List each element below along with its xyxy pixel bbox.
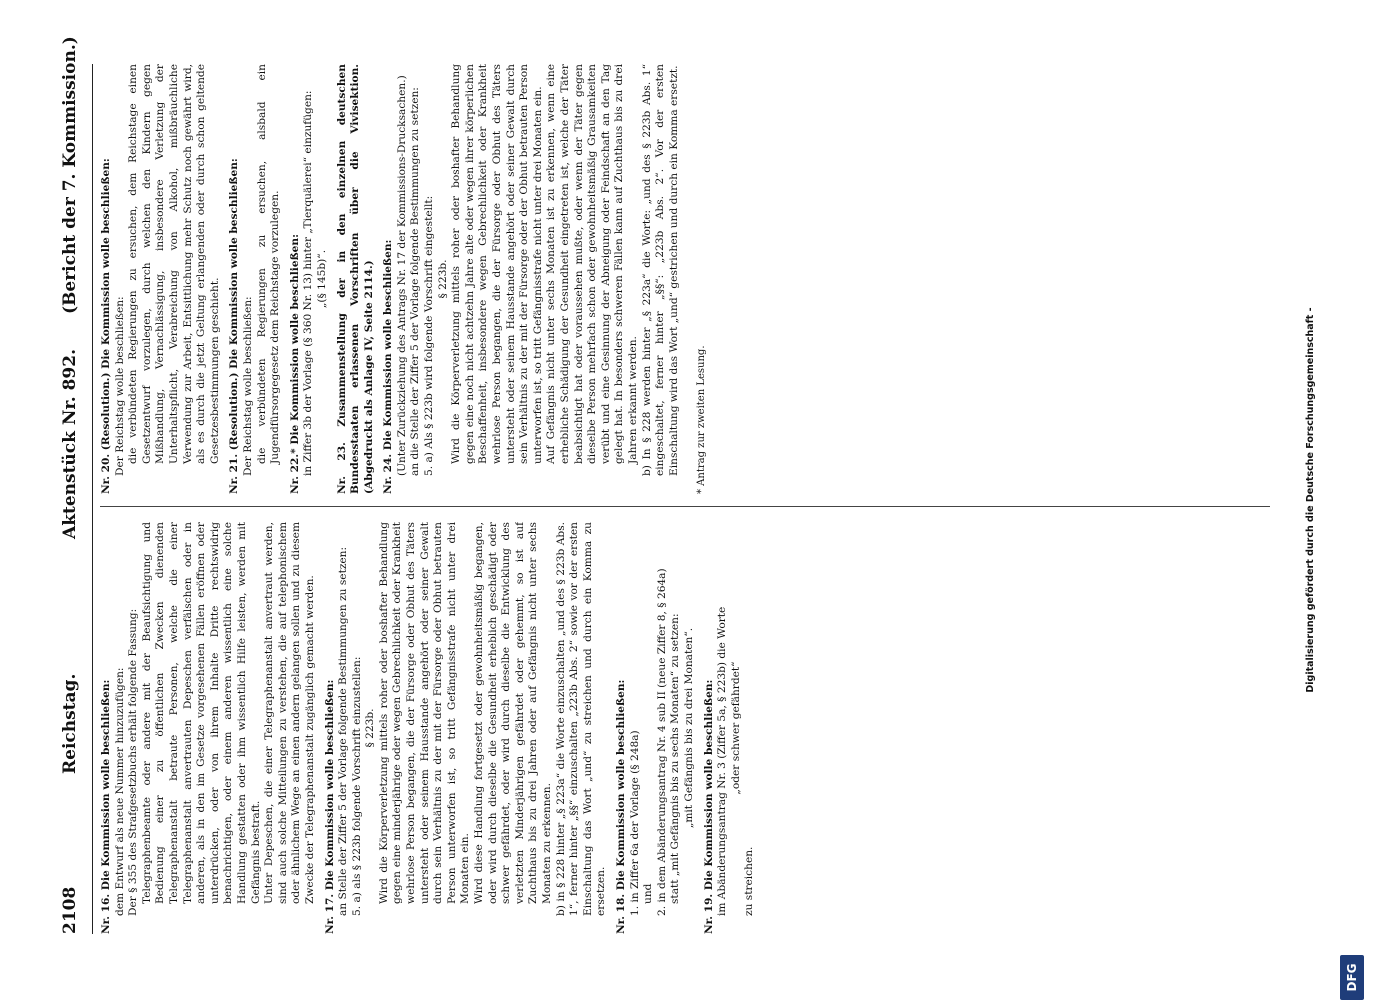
paragraph: an die Stelle der Ziffer 5 der Vorlage folgende Bestimmungen zu setzen: [409, 87, 422, 476]
motion-heading: Nr. 19. Die Kommission wolle beschließen: [702, 679, 715, 934]
header-middle-title: Aktenstück Nr. 892. [60, 348, 80, 539]
paragraph: Der Reichstag wolle beschließen: [241, 296, 254, 476]
page-header [52, 36, 93, 934]
paragraph: Wird diese Handlung fortgesetzt oder gewohnheitsmäßig begangen, oder wird durch dieselbe die Gesundheit erheblich geschädigt oder schwer gefährdet, oder wird durch dieselbe die Entwicklung des verletzten Minderjährigen gefährdet oder gehemmt, so ist auf Zuchthaus bis zu drei Jahren oder auf Gefängnis nicht unter sechs Monaten zu erkennen. [473, 522, 553, 904]
motion-heading: Nr. 21. (Resolution.) Die Kommission wolle beschließen: [228, 158, 241, 494]
paragraph: an Stelle der Ziffer 5 der Vorlage folgende Bestimmungen zu setzen: [337, 546, 350, 916]
paragraph: Auf Gefängnis nicht unter sechs Monaten ist zu erkennen, wenn eine erhebliche Schädigung der Gesundheit eingetreten ist, welche der Täter beabsichtigt hat oder voraussehen mußte, oder wenn der Täter gegen dieselbe Person mehrfach schon oder gewohnheitsmäßig Grausamkeiten verübt und eine Gesinnung der Abneigung oder Feindschaft an den Tag gelegt hat. In besonders schweren Fällen kann auf Zuchthaus bis zu drei Jahren erkannt werden. [545, 64, 639, 464]
paragraph: 2. in dem Abänderungsantrag Nr. 4 sub II (neue Ziffer 8, § 264a) [655, 568, 668, 916]
paragraph: 5. a) als § 223b folgende Vorschrift einzustellen: [350, 656, 363, 916]
paragraph: Unter Depeschen, die einer Telegraphenanstalt anvertraut werden, sind auch solche Mitteilungen zu verstehen, die auf telephonischem oder ähnlichem Wege an einen andern gelangen sollen und zu diesem Zwecke der Telegraphenanstalt zugänglich gemacht werden. [263, 522, 316, 904]
header-left-title: Reichstag. [60, 673, 80, 774]
paragraph: b) In § 228 werden hinter „§ 223a“ die Worte: „und des § 223b Abs. 1“ eingeschaltet, ferner hinter „§§“: „223b Abs. 2“. Vor der ersten Einschaltung wird das Wort „und“ gestrichen und durch ein Komma ersetzt. [640, 64, 680, 476]
paragraph: in Ziffer 3b der Vorlage (§ 360 Nr. 13) hinter „Tierquälerei“ einzufügen: [302, 90, 315, 476]
paragraph: b) in § 228 hinter „§ 223a“ die Worte einzuschalten „und des § 223b Abs. 1“, ferner hinter „§§“ einzuschalten „223b Abs. 2“ sowie vor der ersten Einschaltung das Wort „und“ zu streichen und durch ein Komma zu ersetzen. [554, 522, 608, 916]
paragraph: zu streichen. [743, 846, 756, 916]
paragraph: statt „mit Gefängnis bis zu sechs Monaten“ zu setzen: [669, 613, 682, 904]
motion-heading: Nr. 16. Die Kommission wolle beschließen: [100, 679, 112, 934]
paragraph: im Abänderungsantrag Nr. 3 (Ziffer 5a, § 223b) die Worte [716, 606, 729, 916]
paragraph: „mit Gefängnis bis zu drei Monaten“. [682, 627, 695, 829]
motion-heading: Nr. 20. (Resolution.) Die Kommission wolle beschließen: [100, 158, 112, 494]
paragraph: (Unter Zurückziehung des Antrags Nr. 17 der Kommissions-Drucksachen.) [395, 75, 408, 476]
motion-heading: Nr. 18. Die Kommission wolle beschließen: [614, 679, 627, 934]
column-divider [100, 506, 1270, 507]
paragraph: 5. a) Als § 223b wird folgende Vorschrift eingestellt: [423, 195, 436, 476]
paragraph: dem Entwurf als neue Nummer hinzuzufügen: [113, 667, 126, 916]
dfg-logo: DFG [1340, 955, 1364, 1000]
left-column [100, 522, 1275, 934]
paragraph: Der Reichstag wolle beschließen: [113, 296, 126, 476]
paragraph: „(§ 145b)“. [315, 249, 328, 309]
paragraph: und [642, 883, 655, 904]
paragraph: die verbündeten Regierungen zu ersuchen, dem Reichstage einen Gesetzentwurf vorzulegen, durch welchen den Kindern gegen Mißhandlung, Vernachlässigung, insbesondere Verletzung der Unterhaltspflicht, Verabreichung von Alkohol, mißbräuchliche Verwendung zur Arbeit, Entsittlichung mehr Schutz noch gewährt wird, als es durch die jetzt Geltung erlangenden oder durch schon geltende Gesetzesbestimmungen geschieht. [127, 64, 221, 464]
digitization-note: Digitalisierung gefördert durch die Deutsche Forschungsgemeinschaft - [1305, 307, 1316, 693]
paragraph: „oder schwer gefährdet“ [729, 661, 742, 795]
page-number: 2108 [60, 886, 80, 934]
section-title: § 223b. [364, 708, 377, 748]
section-title: § 223b. [436, 259, 449, 299]
paragraph: 1. in Ziffer 6a der Vorlage (§ 248a) [628, 730, 641, 916]
paragraph: Telegraphenbeamte oder andere mit der Beaufsichtigung und Bedienung einer zu öffentlichen Zwecken dienenden Telegraphenanstalt betraute Personen, welche die einer Telegraphenanstalt anvertrauten Depeschen verfälschen oder in anderen, als in den im Gesetze vorgesehenen Fällen eröffnen oder unterdrücken, oder von ihrem Inhalte Dritte rechtswidrig benachrichtigen, oder einem anderen wissentlich eine solche Handlung gestatten oder ihm wissentlich Hilfe leisten, werden mit Gefängnis bestraft. [140, 522, 262, 904]
paragraph: Wird die Körperverletzung mittels roher oder boshafter Behandlung gegen eine minderjährige oder wegen Gebrechlichkeit oder Krankheit wehrlose Person begangen, die der Fürsorge oder Obhut des Täters untersteht oder seinem Hausstande angehört oder seiner Gewalt durch sein Verhältnis zu der mit der Fürsorge oder Obhut betrauten Person unterworfen ist, so tritt Gefängnisstrafe nicht unter drei Monaten ein. [377, 522, 472, 904]
paragraph: die verbündeten Regierungen zu ersuchen, alsbald ein Jugendfürsorgegesetz dem Reichstage vorzulegen. [255, 64, 282, 464]
right-column [100, 64, 1275, 494]
footnote: * Antrag zur zweiten Lesung. [696, 345, 708, 494]
motion-heading: Nr. 22.* Die Kommission wolle beschließen: [288, 234, 301, 494]
motion-heading: Nr. 24. Die Kommission wolle beschließen: [382, 239, 395, 494]
motion-heading: Nr. 17. Die Kommission wolle beschließen: [323, 679, 336, 934]
motion-heading: Nr. 23. Zusammenstellung der in den einzelnen deutschen Bundesstaaten erlassenen Vorschriften über die Vivisektion. (Abgedruckt als Anlage IV, Seite 2114.) [335, 64, 375, 494]
paragraph: Wird die Körperverletzung mittels roher oder boshafter Behandlung gegen eine noch nicht achtzehn Jahre alte oder wegen ihrer körperlichen Beschaffenheit, insbesondere wegen Gebrechlichkeit oder Krankheit wehrlose Person begangen, die der Fürsorge oder Obhut des Täters untersteht oder seinem Hausstande angehört oder seiner Gewalt durch sein Verhältnis zu der mit der Fürsorge oder der Obhut betrauten Person unterworfen ist, so tritt Gefängnisstrafe nicht unter drei Monaten ein. [450, 64, 544, 464]
paragraph: Der § 355 des Strafgesetzbuchs erhält folgende Fassung: [127, 608, 140, 916]
header-right-title: (Bericht der 7. Kommission.) [60, 36, 80, 314]
